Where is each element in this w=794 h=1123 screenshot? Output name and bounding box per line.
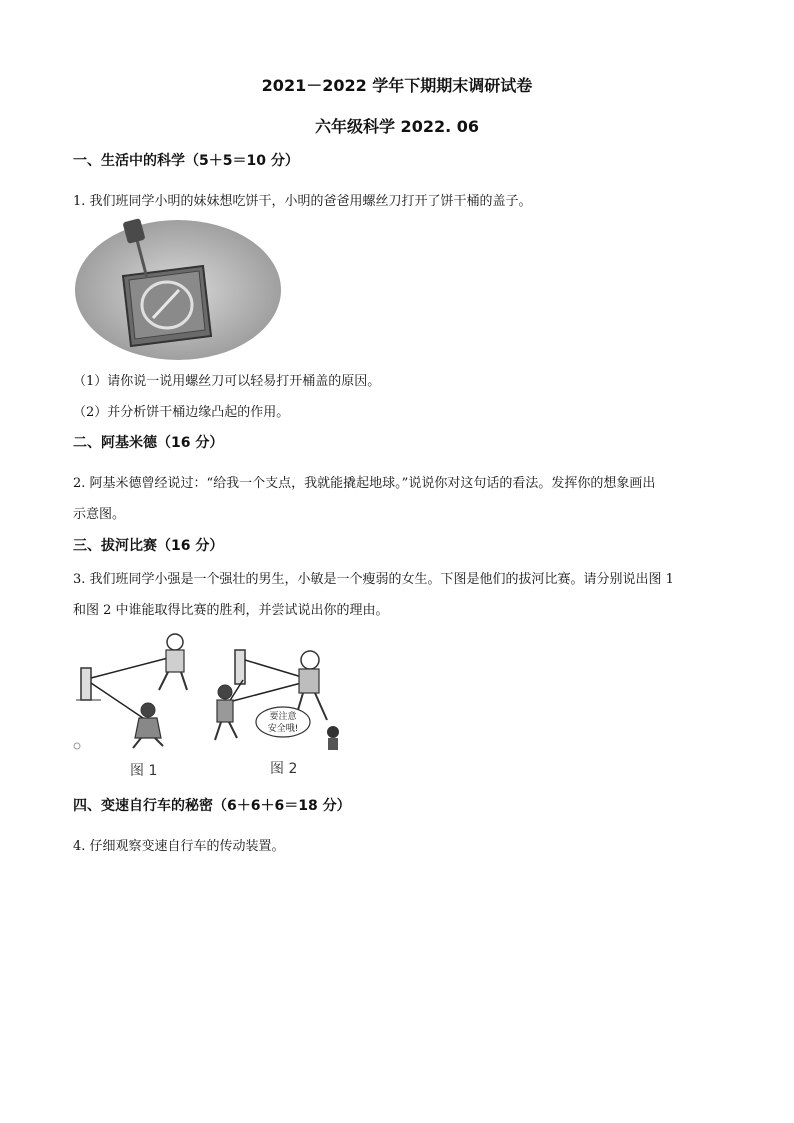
figure-1-illustration — [73, 628, 203, 753]
exam-title: 2021－2022 学年下期期末调研试卷 — [261, 76, 533, 95]
exam-subtitle: 六年级科学 2022. 06 — [314, 117, 480, 136]
section-1-heading: 一、生活中的科学（5＋5＝10 分） — [73, 153, 299, 169]
speech-line-2: 安全哦! — [267, 724, 299, 734]
section-2-heading: 二、阿基米德（16 分） — [73, 435, 224, 451]
question-1-sub-1: （1）请你说一说用螺丝刀可以轻易打开桶盖的原因。 — [73, 374, 381, 389]
question-3-line-1: 3. 我们班同学小强是一个强壮的男生，小敏是一个瘦弱的女生。下图是他们的拔河比赛。请分别说出图 1 — [73, 572, 674, 587]
figure-2-caption: 图 2 — [270, 761, 298, 777]
question-1-sub-2: （2）并分析饼干桶边缘凸起的作用。 — [73, 405, 290, 420]
figure-2-illustration — [205, 640, 345, 758]
biscuit-tin-illustration — [73, 218, 283, 363]
biscuit-tin-photo — [73, 218, 283, 363]
question-3-line-2: 和图 2 中谁能取得比赛的胜利，并尝试说出你的理由。 — [73, 603, 389, 618]
figure-1-caption: 图 1 — [130, 763, 158, 779]
question-2-line-1: 2. 阿基米德曾经说过：“给我一个支点，我就能撬起地球。”说说你对这句话的看法。发挥你的想象画出 — [73, 476, 656, 491]
section-3-heading: 三、拔河比赛（16 分） — [73, 538, 224, 554]
question-2-line-2: 示意图。 — [73, 507, 126, 522]
tug-of-war-figure-2 — [205, 640, 345, 758]
speech-line-1: 要注意 — [269, 712, 297, 722]
question-1-text: 1. 我们班同学小明的妹妹想吃饼干，小明的爸爸用螺丝刀打开了饼干桶的盖子。 — [73, 194, 532, 209]
section-4-heading: 四、变速自行车的秘密（6＋6＋6＝18 分） — [73, 798, 351, 814]
tug-of-war-figure-1 — [73, 628, 203, 753]
question-4-text: 4. 仔细观察变速自行车的传动装置。 — [73, 839, 285, 854]
